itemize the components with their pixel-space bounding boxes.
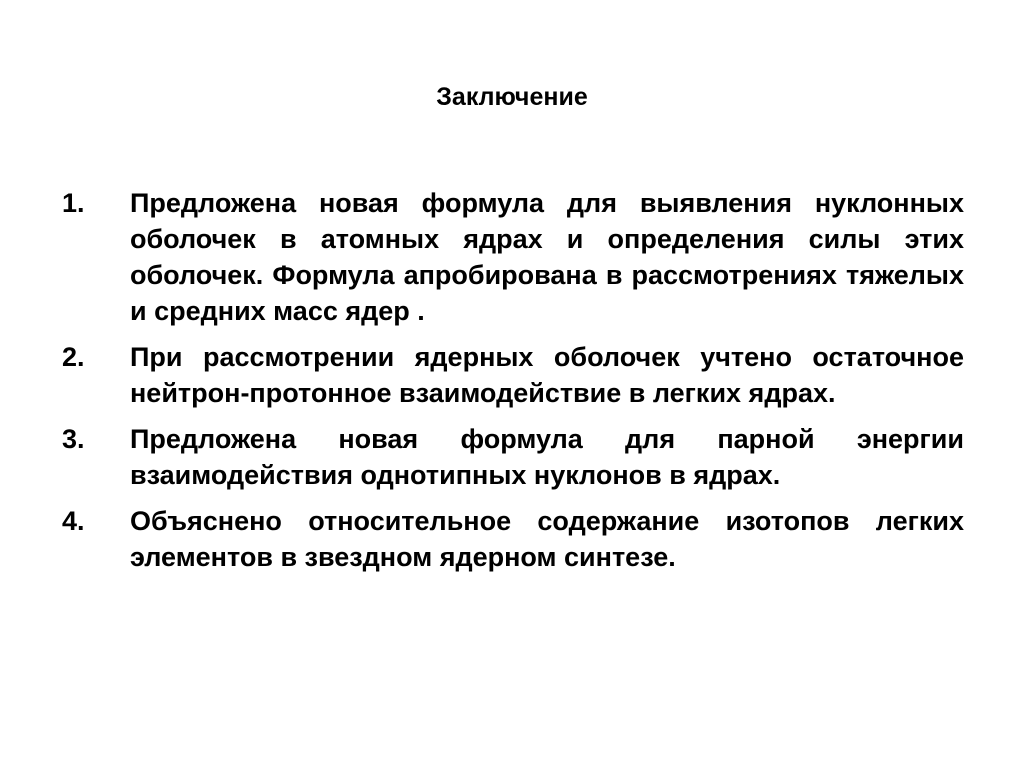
- list-item: [62, 185, 964, 329]
- list-item-number: 3.: [62, 424, 85, 454]
- list-item-number: 2.: [62, 342, 85, 372]
- conclusion-list: [62, 185, 964, 585]
- list-item-number: 4.: [62, 506, 85, 536]
- list-item-text: Предложена новая формула для парной энергии взаимодействия однотипных нуклонов в ядрах.: [130, 424, 964, 490]
- list-item: [62, 339, 964, 411]
- list-item-text: Объяснено относительное содержание изотопов легких элементов в звездном ядерном синтезе.: [130, 506, 964, 572]
- slide-title: Заключение: [436, 83, 588, 111]
- list-item: [62, 503, 964, 575]
- list-item: [62, 421, 964, 493]
- list-item-text: При рассмотрении ядерных оболочек учтено остаточное нейтрон-протонное взаимодействие в легких ядрах.: [130, 342, 964, 408]
- list-item-number: 1.: [62, 188, 85, 218]
- list-item-text: Предложена новая формула для выявления нуклонных оболочек в атомных ядрах и определения силы этих оболочек. Формула апробирована в рассмотрениях тяжелых и средних масс ядер .: [130, 188, 964, 326]
